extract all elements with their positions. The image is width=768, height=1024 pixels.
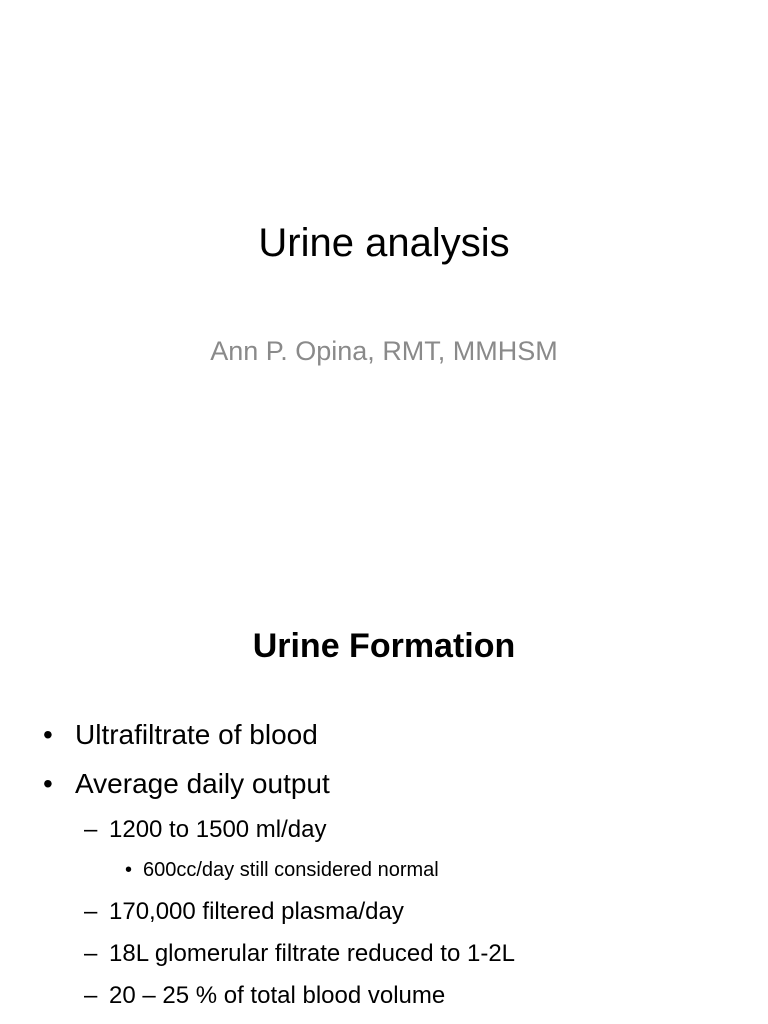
- bullet-text: Average daily output: [75, 768, 330, 799]
- bullet-marker-icon: •: [43, 719, 53, 750]
- dash-marker-icon: –: [84, 898, 98, 925]
- nested-bullet-item: [0, 856, 768, 896]
- dash-marker-icon: –: [84, 982, 98, 1009]
- sub-bullet-item: [0, 814, 768, 856]
- nested-bullet-text: 600cc/day still considered normal: [143, 859, 439, 881]
- content-slide: [0, 576, 768, 1024]
- bullet-list: [0, 716, 768, 1022]
- sub-bullet-item: [0, 980, 768, 1022]
- bullet-text: Ultrafiltrate of blood: [75, 719, 318, 750]
- sub-bullet-item: [0, 896, 768, 938]
- slide-title: Urine analysis: [258, 221, 510, 265]
- sub-bullet-text: 1200 to 1500 ml/day: [109, 816, 327, 843]
- bullet-item: [0, 765, 768, 814]
- bullet-marker-icon: •: [125, 859, 133, 881]
- bullet-item: [0, 716, 768, 765]
- slide-heading: Urine Formation: [252, 627, 516, 665]
- dash-marker-icon: –: [84, 816, 98, 843]
- sub-bullet-text: 20 – 25 % of total blood volume: [109, 982, 446, 1009]
- slide-subtitle: Ann P. Opina, RMT, MMHSM: [210, 336, 558, 366]
- dash-marker-icon: –: [84, 940, 98, 967]
- sub-bullet-item: [0, 938, 768, 980]
- sub-bullet-text: 18L glomerular filtrate reduced to 1-2L: [109, 940, 516, 967]
- bullet-marker-icon: •: [43, 768, 53, 799]
- sub-bullet-text: 170,000 filtered plasma/day: [109, 898, 404, 925]
